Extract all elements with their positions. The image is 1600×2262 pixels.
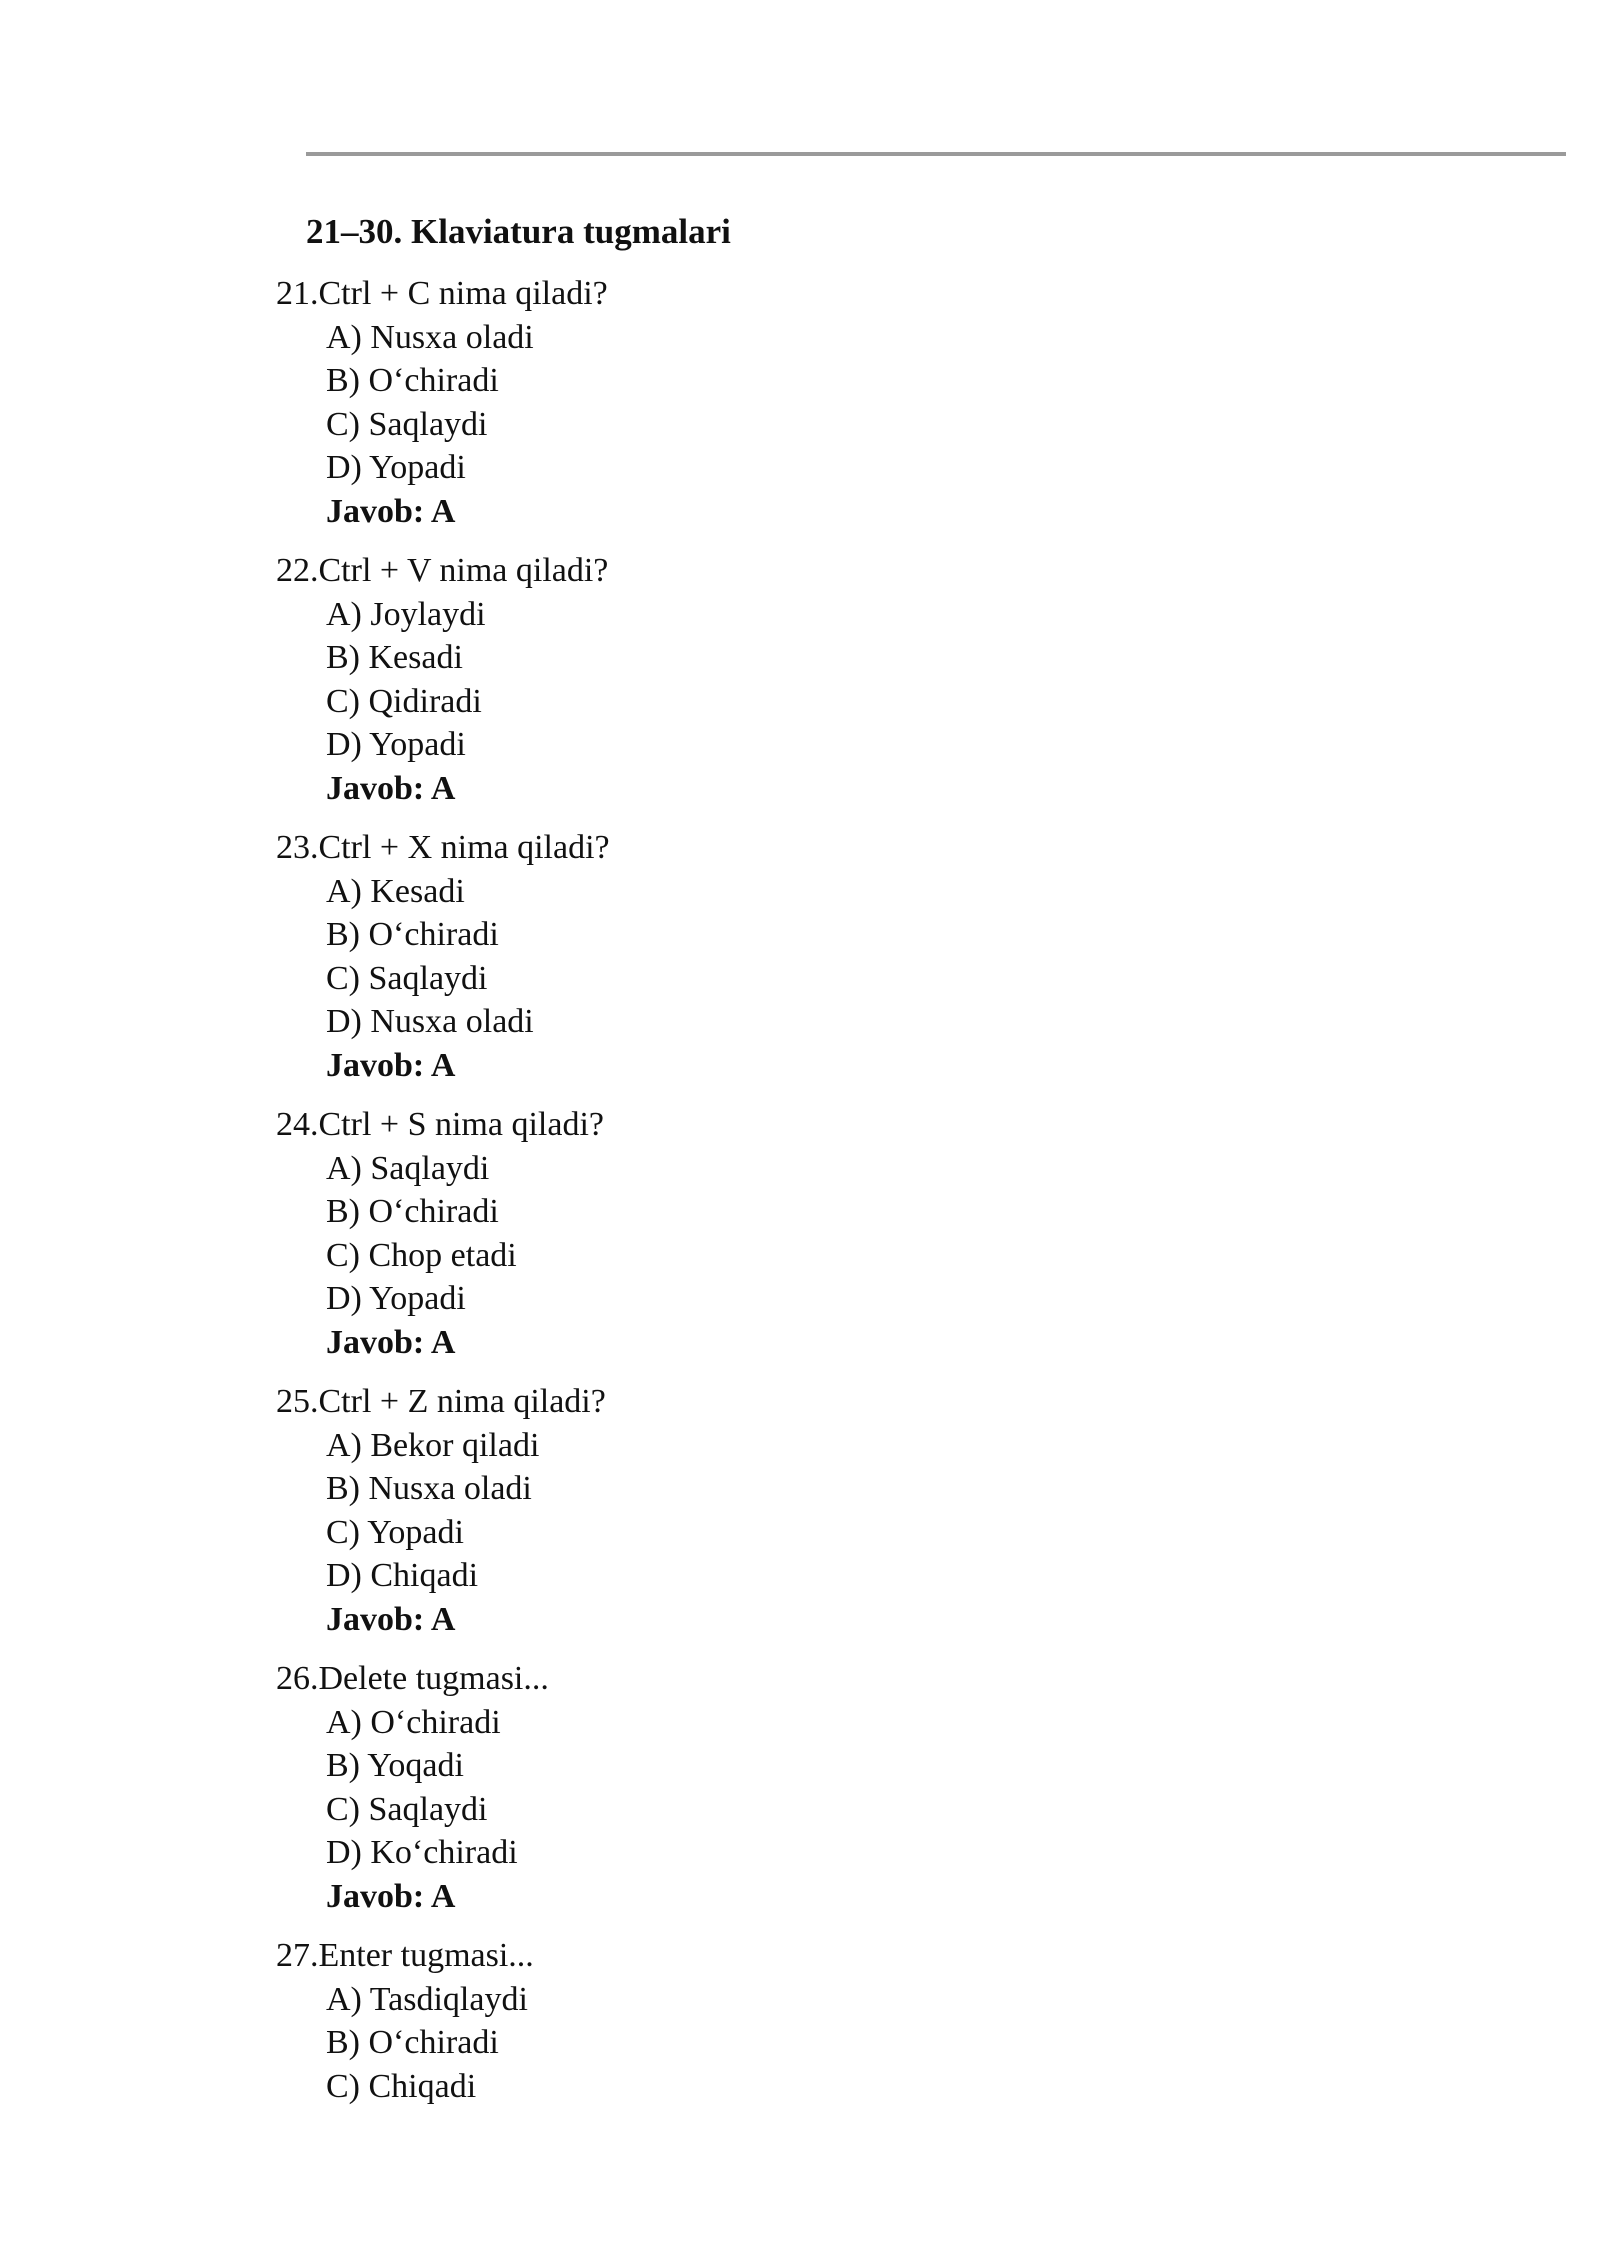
question-number: 27.	[276, 1937, 319, 1974]
question-text	[276, 1934, 1476, 1978]
question-26	[276, 1657, 1476, 1918]
answer-option: B) O‘chiradi	[326, 1193, 499, 1230]
answer-option: A) Bekor qiladi	[326, 1426, 540, 1464]
answer-option: A) Kesadi	[326, 872, 465, 910]
question-number: 25.	[276, 1383, 319, 1420]
question-prompt: Ctrl + S nima qiladi?	[318, 1106, 604, 1143]
question-prompt: Ctrl + Z nima qiladi?	[318, 1383, 606, 1420]
question-number: 21.	[276, 275, 319, 312]
question-number: 22.	[276, 552, 319, 589]
question-23	[276, 826, 1476, 1087]
answer-option: B) Kesadi	[326, 639, 463, 676]
question-number: 23.	[276, 829, 319, 866]
answer-option: C) Qidiradi	[326, 682, 482, 720]
answer-option: B) Nusxa oladi	[326, 1470, 532, 1507]
answer-key: Javob: A	[326, 769, 456, 807]
answer-option: D) Nusxa oladi	[326, 1003, 534, 1040]
header-rule	[306, 152, 1566, 156]
answer-option: C) Yopadi	[326, 1513, 464, 1551]
question-text	[276, 549, 1476, 593]
answer-option: A) Saqlaydi	[326, 1149, 490, 1187]
question-prompt: Enter tugmasi...	[318, 1937, 534, 1974]
question-text	[276, 826, 1476, 870]
question-text	[276, 1657, 1476, 1701]
answer-key: Javob: A	[326, 1600, 456, 1638]
answer-option: D) Yopadi	[326, 449, 466, 486]
question-prompt: Ctrl + C nima qiladi?	[318, 275, 608, 312]
question-text	[276, 272, 1476, 316]
question-number: 26.	[276, 1660, 319, 1697]
question-21	[276, 272, 1476, 533]
answer-option: B) O‘chiradi	[326, 362, 499, 399]
answer-key: Javob: A	[326, 492, 456, 530]
question-27	[276, 1934, 1476, 2108]
answer-key: Javob: A	[326, 1323, 456, 1361]
question-prompt: Ctrl + X nima qiladi?	[318, 829, 610, 866]
answer-option: A) Nusxa oladi	[326, 318, 534, 356]
answer-option: D) Yopadi	[326, 1280, 466, 1317]
answer-option: B) Yoqadi	[326, 1747, 464, 1784]
answer-option: D) Chiqadi	[326, 1557, 479, 1594]
answer-option: A) Tasdiqlaydi	[326, 1980, 528, 2018]
question-text	[276, 1380, 1476, 1424]
answer-option: B) O‘chiradi	[326, 916, 499, 953]
question-prompt: Ctrl + V nima qiladi?	[318, 552, 609, 589]
answer-key: Javob: A	[326, 1046, 456, 1084]
question-22	[276, 549, 1476, 810]
question-text	[276, 1103, 1476, 1147]
answer-option: A) Joylaydi	[326, 595, 486, 633]
section-title: 21–30. Klaviatura tugmalari	[306, 212, 731, 251]
answer-option: C) Saqlaydi	[326, 405, 488, 443]
question-25	[276, 1380, 1476, 1641]
answer-option: C) Saqlaydi	[326, 959, 488, 997]
answer-option: B) O‘chiradi	[326, 2024, 499, 2061]
question-24	[276, 1103, 1476, 1364]
question-list	[276, 272, 1476, 2124]
answer-option: A) O‘chiradi	[326, 1703, 501, 1741]
answer-option: D) Yopadi	[326, 726, 466, 763]
question-number: 24.	[276, 1106, 319, 1143]
answer-option: C) Saqlaydi	[326, 1790, 488, 1828]
answer-option: C) Chiqadi	[326, 2067, 477, 2105]
answer-key: Javob: A	[326, 1877, 456, 1915]
answer-option: C) Chop etadi	[326, 1236, 517, 1274]
answer-option: D) Ko‘chiradi	[326, 1834, 518, 1871]
question-prompt: Delete tugmasi...	[318, 1660, 549, 1697]
